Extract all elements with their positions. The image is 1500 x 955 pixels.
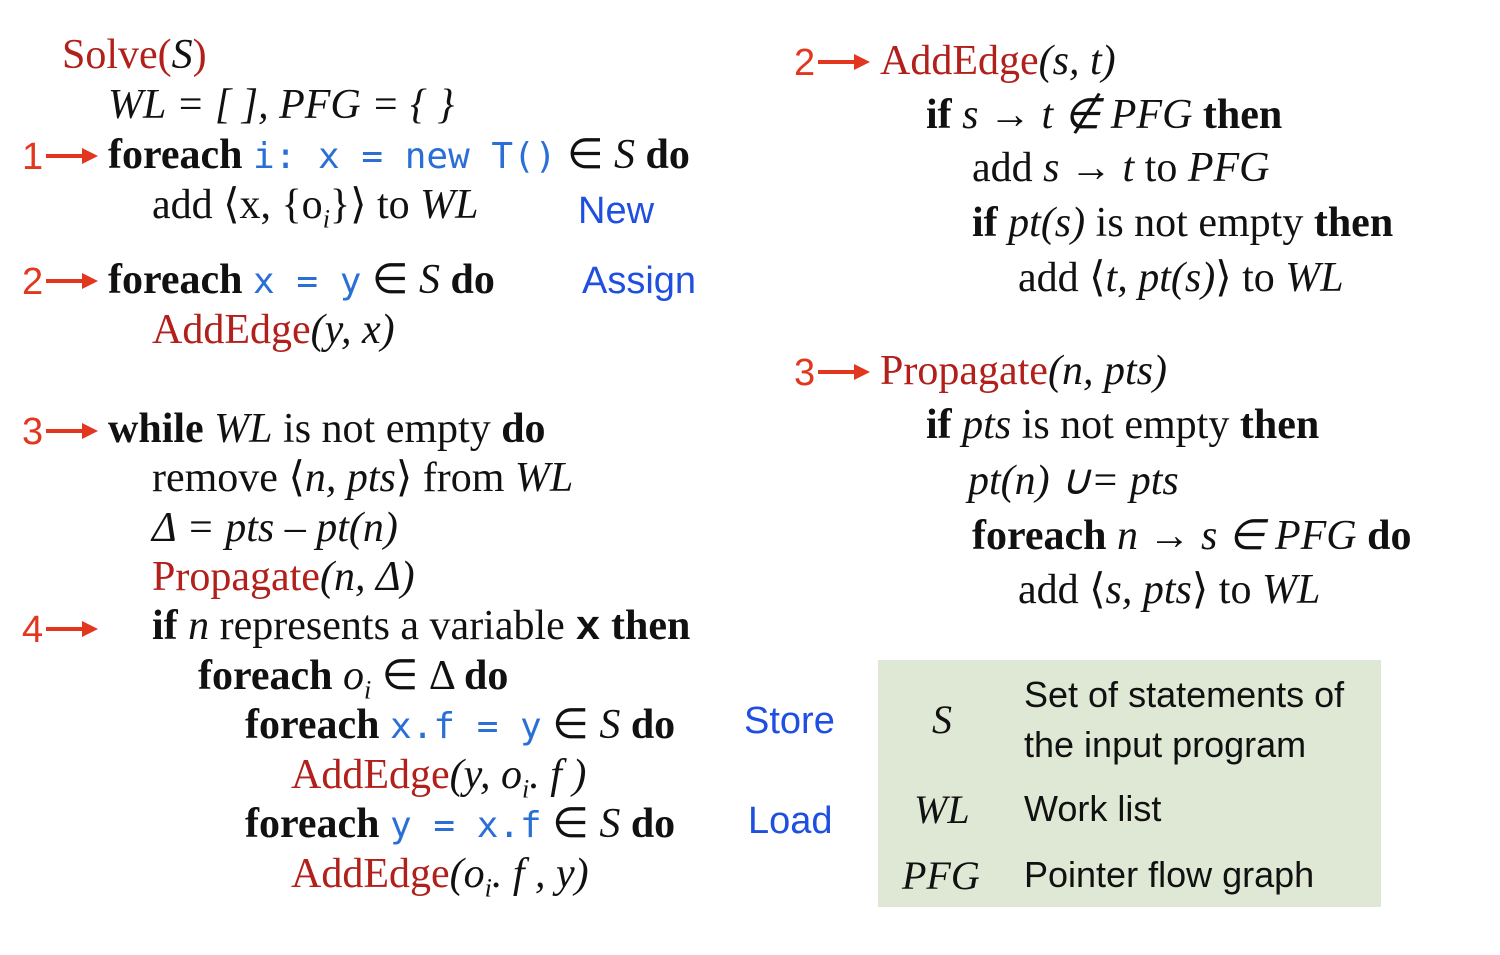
pair-vars: s, pts <box>1105 567 1192 613</box>
set-s: S <box>599 801 621 847</box>
tag-new: New <box>578 190 655 232</box>
var-o: o <box>343 653 365 699</box>
edge-s-t: s → t <box>1043 145 1135 191</box>
right-arrow-3-icon <box>816 360 872 384</box>
tag-store: Store <box>744 700 835 742</box>
function-addedge: AddEdge <box>291 851 450 897</box>
element-of-symbol: ∈ <box>371 257 409 303</box>
addedge-load-line <box>291 849 589 913</box>
foreach-load-line <box>245 799 675 851</box>
addedge-params: (s, t) <box>1038 38 1116 84</box>
step-marker-4: 4 <box>22 609 44 651</box>
addedge-y-x-line <box>152 305 395 355</box>
keyword-if: if <box>926 92 952 138</box>
code-load-statement: y = x.f <box>390 805 542 846</box>
element-of-symbol: ∈ <box>566 132 604 178</box>
keyword-do: do <box>501 406 546 452</box>
add-text: add ⟨ <box>1018 567 1106 613</box>
add-t-pt-line <box>1018 253 1344 303</box>
right-arrow-2-icon <box>816 50 872 74</box>
legend-desc-pfg: Pointer flow graph <box>1024 854 1315 895</box>
code-new-statement: i: x = new T() <box>253 136 557 177</box>
pair-vars: t, pt(s) <box>1105 255 1216 301</box>
legend-symbol-pfg: PFG <box>902 853 980 898</box>
keyword-if: if <box>972 200 998 246</box>
while-line <box>108 404 546 454</box>
add-text: add <box>972 145 1033 191</box>
pt-s: pt(s) <box>1008 200 1086 246</box>
keyword-foreach: foreach <box>198 653 333 699</box>
add-tail: ⟩ to <box>1215 255 1275 301</box>
step-arrow-3-icon <box>44 419 100 443</box>
pfg-symbol: PFG <box>1187 145 1270 191</box>
add-text: add ⟨x, {o <box>152 182 323 228</box>
function-addedge: AddEdge <box>152 307 311 353</box>
propagate-args: (n, Δ) <box>319 554 415 600</box>
add-edge-pfg-line <box>972 143 1270 193</box>
remove-tail: ⟩ from <box>395 455 505 501</box>
add-s-pts-line <box>1018 565 1320 615</box>
propagate-header <box>880 346 1167 396</box>
keyword-do: do <box>1367 513 1412 559</box>
var-x: x <box>575 604 601 652</box>
keyword-do: do <box>645 132 690 178</box>
legend-desc-s-line1: Set of statements of <box>1024 674 1345 715</box>
addedge-if-line <box>926 90 1282 140</box>
tag-load: Load <box>748 800 833 842</box>
init-line: WL = [ ], PFG = { } <box>108 82 455 128</box>
function-addedge: AddEdge <box>291 752 450 798</box>
while-condition: is not empty <box>283 406 491 452</box>
addedge-function-name: AddEdge <box>880 38 1039 84</box>
set-s: S <box>614 132 636 178</box>
legend-symbol-s: S <box>932 697 952 742</box>
solve-argument: S <box>171 32 193 78</box>
keyword-if: if <box>152 603 178 649</box>
propagate-function-name: Propagate <box>880 348 1048 394</box>
step-marker-3: 3 <box>22 411 44 453</box>
set-s: S <box>418 257 440 303</box>
worklist-symbol: WL <box>214 406 273 452</box>
addedge-args: (y, x) <box>310 307 395 353</box>
keyword-foreach: foreach <box>108 132 243 178</box>
add-tail: }⟩ to <box>329 182 410 228</box>
subscript-i: i <box>364 675 372 705</box>
remove-text: remove ⟨ <box>152 455 305 501</box>
keyword-then: then <box>1202 92 1283 138</box>
set-s: S <box>599 702 621 748</box>
in-delta: ∈ Δ <box>381 653 454 699</box>
keyword-do: do <box>630 801 676 847</box>
keyword-then: then <box>611 603 691 649</box>
addedge-args-a: (o <box>449 851 485 897</box>
condition-text: is not empty <box>1095 200 1304 246</box>
addedge-header <box>880 36 1116 86</box>
step-marker-1: 1 <box>22 136 44 178</box>
add-tail: ⟩ to <box>1191 567 1252 613</box>
addedge-args-a: (y, o <box>449 752 522 798</box>
keyword-foreach: foreach <box>972 513 1107 559</box>
worklist-symbol: WL <box>420 182 479 228</box>
worklist-symbol: WL <box>1261 567 1321 613</box>
element-of-symbol: ∈ <box>552 801 589 847</box>
keyword-then: then <box>1239 402 1320 448</box>
right-marker-3: 3 <box>794 352 816 394</box>
code-assign-statement: x = y <box>253 261 362 302</box>
edge-not-in-pfg: s → t ∉ PFG <box>962 92 1193 138</box>
if-pt-not-empty-line <box>972 198 1393 248</box>
foreach-assign-line <box>108 255 495 307</box>
legend-desc-s-line2: the input program <box>1024 724 1307 765</box>
var-n: n <box>188 603 210 649</box>
remove-line <box>152 453 573 503</box>
delta-line: Δ = pts – pt(n) <box>152 505 398 551</box>
pt-union-line: pt(n) ∪= pts <box>968 458 1179 504</box>
function-propagate: Propagate <box>152 554 320 600</box>
propagate-if-line <box>926 400 1319 450</box>
condition-text: is not empty <box>1021 402 1230 448</box>
step-arrow-2-icon <box>44 269 100 293</box>
legend-desc-wl: Work list <box>1024 788 1162 829</box>
to-text: to <box>1144 145 1178 191</box>
pts-var: pts <box>962 402 1012 448</box>
keyword-foreach: foreach <box>245 702 380 748</box>
foreach-new-line <box>108 130 690 182</box>
tag-assign: Assign <box>582 260 697 302</box>
if-condition: represents a variable <box>219 603 565 649</box>
subscript-i: i <box>521 774 530 804</box>
foreach-store-line <box>245 700 675 752</box>
edge-n-s: n → s ∈ PFG <box>1117 513 1357 559</box>
add-new-worklist-line <box>152 180 479 244</box>
keyword-do: do <box>630 702 676 748</box>
propagate-params: (n, pts) <box>1047 348 1167 394</box>
keyword-if: if <box>926 402 952 448</box>
add-text: add ⟨ <box>1018 255 1106 301</box>
keyword-do: do <box>450 257 495 303</box>
keyword-then: then <box>1313 200 1394 246</box>
step-marker-2: 2 <box>22 261 44 303</box>
subscript-i: i <box>322 204 330 234</box>
propagate-call-line <box>152 552 415 602</box>
step-arrow-1-icon <box>44 144 100 168</box>
keyword-foreach: foreach <box>108 257 243 303</box>
keyword-while: while <box>108 406 204 452</box>
keyword-foreach: foreach <box>245 801 380 847</box>
legend-box <box>878 660 1381 907</box>
legend-symbol-wl: WL <box>914 787 970 832</box>
right-marker-2: 2 <box>794 42 816 84</box>
remove-vars: n, pts <box>304 455 396 501</box>
element-of-symbol: ∈ <box>552 702 589 748</box>
addedge-args-b: . f ) <box>529 752 587 798</box>
solve-header: Solve(S) <box>62 32 207 78</box>
worklist-symbol: WL <box>1285 255 1344 301</box>
if-variable-line <box>152 601 690 653</box>
step-arrow-4-icon <box>44 617 100 641</box>
subscript-i: i <box>484 873 492 903</box>
worklist-symbol: WL <box>514 455 574 501</box>
addedge-args-b: . f , y) <box>491 851 589 897</box>
keyword-do: do <box>464 653 509 699</box>
solve-function-name: Solve <box>62 32 158 78</box>
code-store-statement: x.f = y <box>390 706 542 747</box>
foreach-successor-line <box>972 511 1411 561</box>
